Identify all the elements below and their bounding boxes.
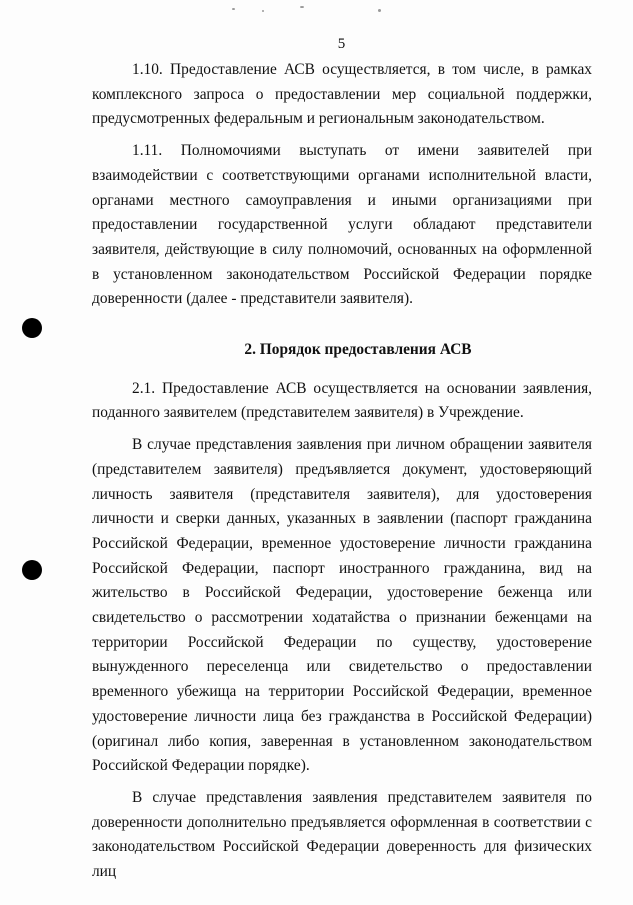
section-heading: 2. Порядок предоставления АСВ	[244, 341, 472, 359]
scan-artifact	[232, 8, 235, 10]
paragraph-personal-appeal: В случае представления заявления при личном обращении заявителя (представителем заявителя) предъявляется документ, удостоверяющий личность заявителя (представителя заявителя), для удостоверения личности и сверки данных, указанных в заявлении (паспорт гражданина Российской Федерации, временное удостоверение личности гражданина Российской Федерации, паспорт иностранного гражданина, вид на жительство в Российской Федерации, удостоверение беженца или свидетельство о рассмотрении ходатайства о признании беженцами на территории Российской Федерации по существу, удостоверение вынужденного переселенца или свидетельство о предоставлении временного убежища на территории Российской Федерации, временное удостоверение личности лица без гражданства в Российской Федерации) (оригинал либо копия, заверенная в установленном законодательством Российской Федерации порядке).	[92, 436, 592, 775]
document-body	[92, 58, 592, 885]
scan-artifact	[300, 6, 304, 8]
paragraph-2-1: 2.1. Предоставление АСВ осуществляется на основании заявления, поданного заявителем (представителем заявителя) в Учреждение.	[92, 379, 592, 422]
punch-hole-mark	[22, 318, 42, 338]
page-number: 5	[337, 36, 346, 52]
paragraph-1-11: 1.11. Полномочиями выступать от имени заявителей при взаимодействии с соответствующими органами исполнительной власти, органами местного самоуправления и иными организациями при предоставлении государственной услуги обладают представители заявителя, действующие в силу полномочий, основанных на оформленной в установленном законодательством Российской Федерации порядке доверенности (далее - представители заявителя).	[92, 142, 592, 308]
paragraph-representative: В случае представления заявления представителем заявителя по доверенности дополнительно предъявляется оформленная в соответствии с законодательством Российской Федерации доверенность для физических лиц	[92, 788, 592, 881]
scan-artifact	[378, 9, 381, 12]
scan-artifact	[262, 10, 264, 12]
paragraph-1-10: 1.10. Предоставление АСВ осуществляется, в том числе, в рамках комплексного запроса о предоставлении мер социальной поддержки, предусмотренных федеральным и региональным законодательством.	[92, 61, 592, 128]
punch-hole-mark	[22, 560, 42, 580]
